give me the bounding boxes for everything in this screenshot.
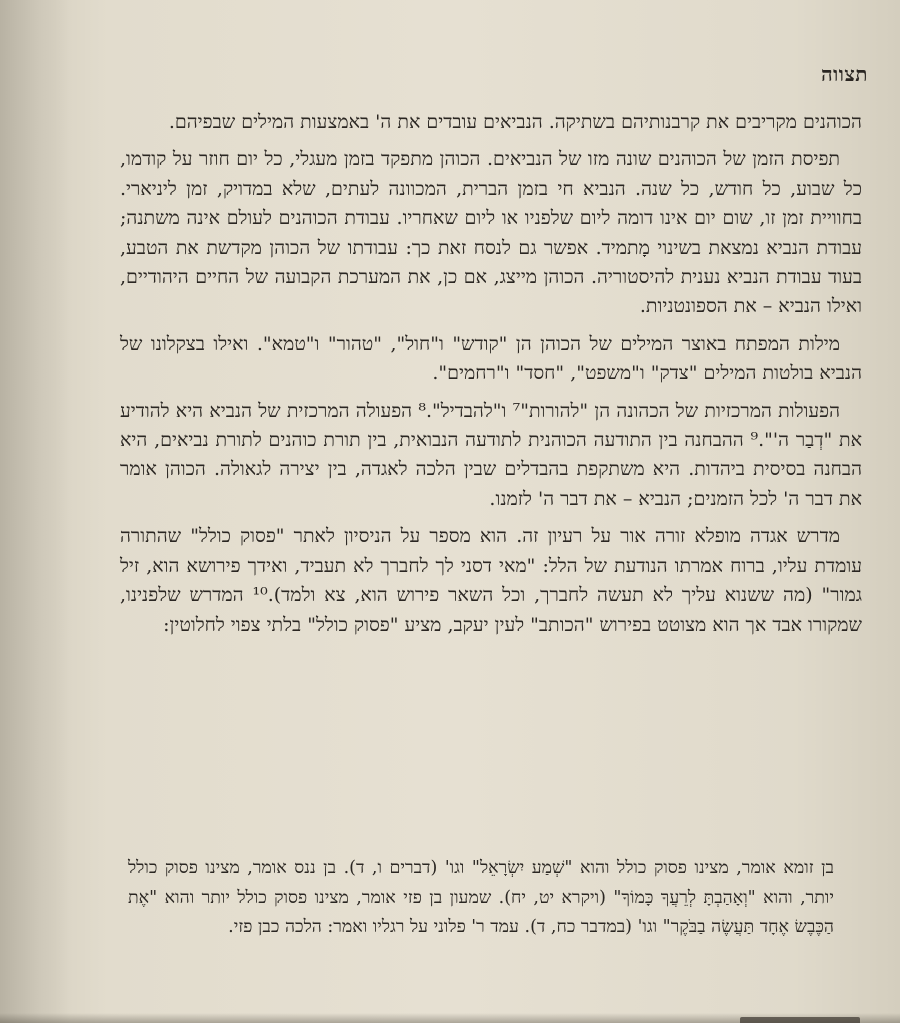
block-quote: [128, 854, 834, 943]
quote-text: בן זומא אומר, מצינו פסוק כולל והוא "שְׁמַע יִשְׂרָאֵל" וגו' (דברים ו, ד). בן ננס אומר, מצינו פסוק כולל יותר, והוא "וְאָהַבְתָּ לְרֵעֲךָ כָּמוֹךָ" (ויקרא יט, יח). שמעון בן פזי אומר, מצינו פסוק כולל יותר והוא "אֶת הַכֶּבֶשׂ אֶחָד תַּעֲשֶׂה בַבֹּקֶר" וגו' (במדבר כח, ד). עמד ר' פלוני על רגליו ואמר: הלכה כבן פזי.: [128, 858, 834, 938]
running-head: תצווה: [821, 62, 868, 86]
body-text: [120, 108, 862, 648]
paragraph-1: הכוהנים מקריבים את קרבנותיהם בשתיקה. הנביאים עובדים את ה' באמצעות המילים שבפיהם.: [168, 111, 862, 133]
paragraph-5: מדרש אגדה מופלא זורה אור על רעיון זה. הוא מספר על הניסיון לאתר "פסוק כולל" שהתורה עומדת עליו, ברוח אמרתו הנודעת של הלל: "מאי דסני לך לחברך לא תעביד, ואידך פירושא הוא, זיל גמור" (מה ששנוא עליך לא תעשה לחברך, וכל השאר פירוש הוא, צא ולמד).¹⁰ המדרש שלפנינו, שמקורו אבד אך הוא מצוטט בפירוש "הכותב" לעין יעקב, מציע "פסוק כולל" בלתי צפוי לחלוטין:: [120, 525, 862, 636]
paragraph-2: תפיסת הזמן של הכוהנים שונה מזו של הנביאים. הכוהן מתפקד בזמן מעגלי, כל יום חוזר על קודמו, כל שבוע, כל חודש, כל שנה. הנביא חי בזמן הברית, המכוונה לעתים, שלא במדויק, זמן ליניארי. בחוויית זמן זו, שום יום אינו דומה ליום שלפניו או ליום שאחריו. עבודת הכוהנים לעולם אינה משתנה; עבודת הנביא נמצאת בשינוי מָתמיד. אפשר גם לנסח זאת כך: עבודתו של הכוהן מקדשת את הטבע, בעוד עבודת הנביא נענית להיסטוריה. הכוהן מייצג, אם כן, את המערכת הקבועה של החיים היהודיים, ואילו הנביא – את הספונטניות.: [120, 148, 862, 318]
paragraph-4: הפעולות המרכזיות של הכהונה הן "להורות"⁷ ו"להבדיל".⁸ הפעולה המרכזית של הנביא היא להודיע את "דְבַר ה'".⁹ ההבחנה בין התודעה הכוהנית לתודעה הנבואית, בין תורת כוהנים לתורת נביאים, היא הבחנה בסיסית ביהדות. היא משתקפת בהבדלים שבין הלכה לאגדה, בין יצירה לגאולה. הכוהן אומר את דבר ה' לכל הזמנים; הנביא – את דבר ה' לזמנו.: [120, 399, 862, 510]
footnote-fragment: [740, 1017, 860, 1023]
paragraph-3: מילות המפתח באוצר המילים של הכוהן הן "קודש" ו"חול", "טהור" ו"טמא". ואילו בצקלונו של הנביא בולטות המילים "צדק" ו"משפט", "חסד" ו"רחמים".: [120, 332, 862, 385]
book-spine-shadow: [0, 0, 70, 1023]
